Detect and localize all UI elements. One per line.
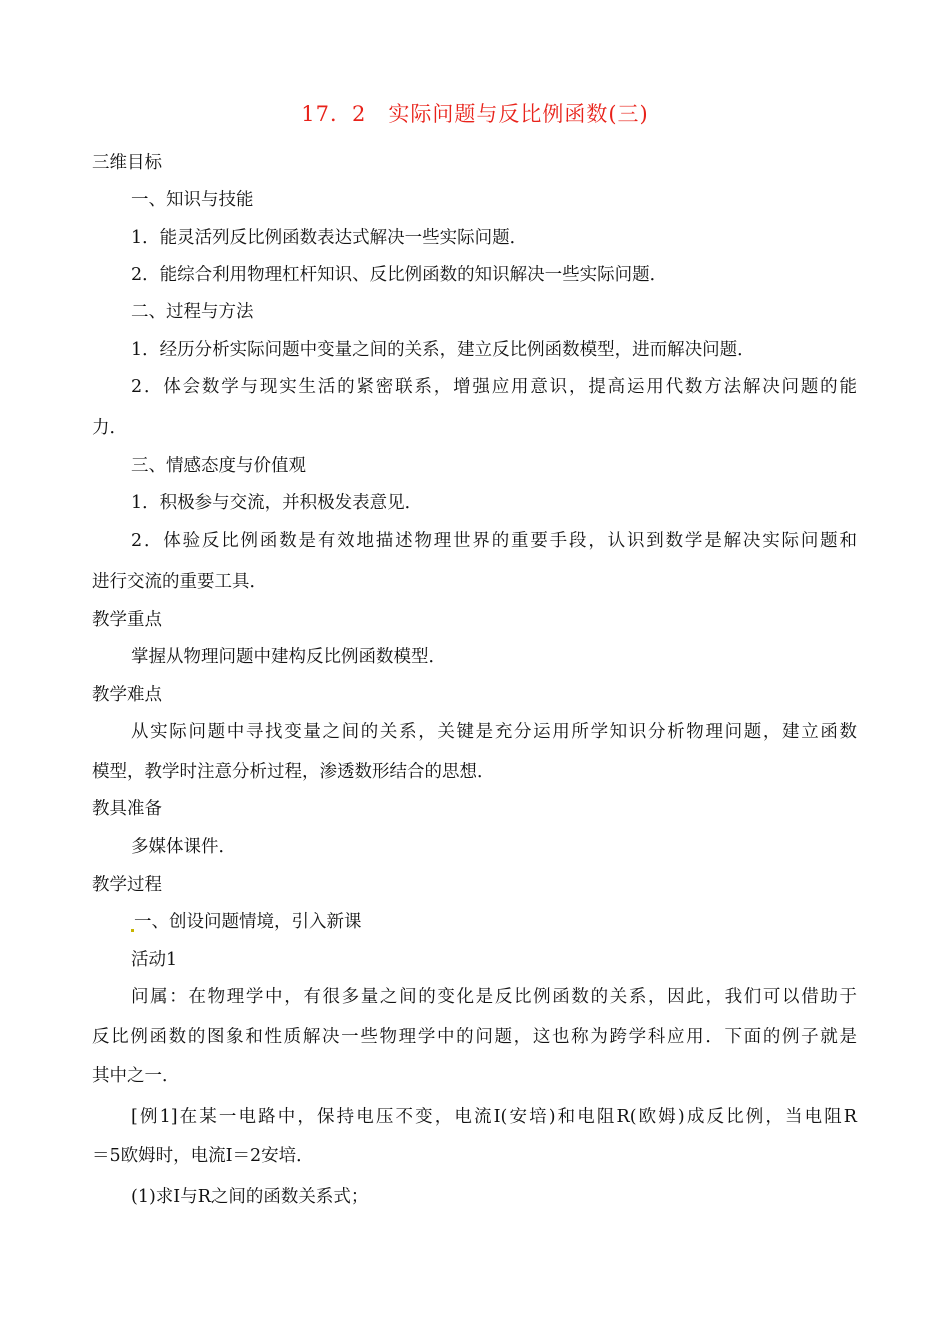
paragraph-line: 1．能灵活列反比例函数表达式解决一些实际问题． [131, 228, 528, 248]
heading-teaching-process: 教学过程 [92, 875, 162, 895]
paragraph-line: 模型，教学时注意分析过程，渗透数形结合的思想． [92, 762, 495, 782]
activity-label: 活动1 [131, 950, 178, 970]
paragraph-line: 掌握从物理问题中建构反比例函数模型． [131, 647, 446, 667]
paragraph-line: 问属：在物理学中，有很多量之间的变化是反比例函数的关系，因此，我们可以借助于 [131, 987, 857, 1007]
subheading-emotion-values: 三、情感态度与价值观 [131, 456, 306, 476]
heading-teaching-difficulty: 教学难点 [92, 685, 162, 705]
paragraph-line: 多媒体课件． [131, 837, 236, 857]
heading-three-dimension-goals: 三维目标 [92, 153, 162, 173]
paragraph-line: 1．经历分析实际问题中变量之间的关系，建立反比例函数模型，进而解决问题． [131, 340, 755, 360]
paragraph-line: 1．积极参与交流，并积极发表意见． [131, 493, 423, 513]
paragraph-line: 反比例函数的图象和性质解决一些物理学中的问题，这也称为跨学科应用．下面的例子就是 [92, 1027, 857, 1047]
subheading-process-method: 二、过程与方法 [131, 302, 254, 322]
paragraph-line: 2．能综合利用物理杠杆知识、反比例函数的知识解决一些实际问题． [131, 265, 668, 285]
subheading-create-situation [131, 910, 362, 934]
subheading-knowledge-skills: 一、知识与技能 [131, 190, 254, 210]
example-line: ＝5欧姆时，电流I＝2安培． [92, 1146, 314, 1166]
subheading-text: 一、创设问题情境，引入新课 [134, 912, 362, 932]
paragraph-line: 2．体验反比例函数是有效地描述物理世界的重要手段，认识到数学是解决实际问题和 [131, 531, 857, 551]
paragraph-line: 进行交流的重要工具． [92, 572, 267, 592]
heading-teaching-focus: 教学重点 [92, 610, 162, 630]
paragraph-line: 其中之一． [92, 1066, 180, 1086]
paragraph-line: 2．体会数学与现实生活的紧密联系，增强应用意识，提高运用代数方法解决问题的能 [131, 377, 857, 397]
heading-teaching-aids: 教具准备 [92, 799, 162, 819]
paragraph-line: 力． [92, 418, 127, 438]
question-line: (1)求I与R之间的函数关系式； [131, 1187, 369, 1207]
example-line: [例1]在某一电路中，保持电压不变，电流I(安培)和电阻R(欧姆)成反比例，当电阻R [131, 1107, 857, 1127]
document-title: 17．2 实际问题与反比例函数(三) [301, 102, 649, 126]
paragraph-line: 从实际问题中寻找变量之间的关系，关键是充分运用所学知识分析物理问题，建立函数 [131, 722, 857, 742]
